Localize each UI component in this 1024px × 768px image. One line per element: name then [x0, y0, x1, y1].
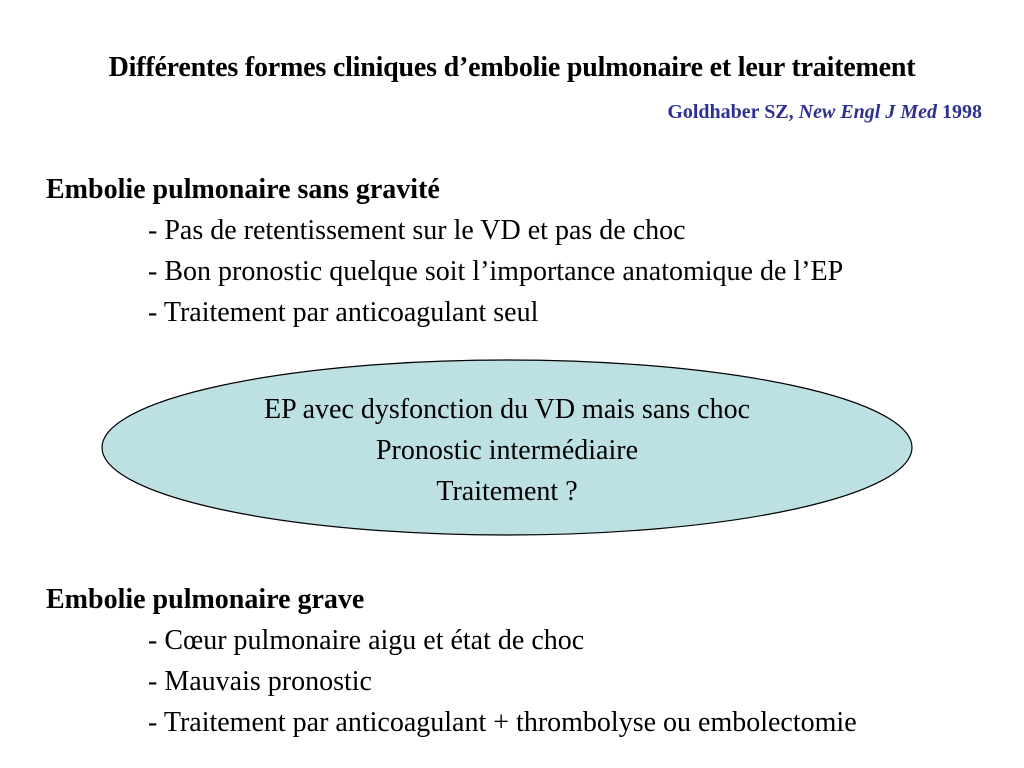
- callout-text: [101, 389, 913, 512]
- bullet-item: - Pas de retentissement sur le VD et pas de choc: [148, 215, 686, 246]
- bullet-item: - Cœur pulmonaire aigu et état de choc: [148, 625, 585, 656]
- citation-journal: New Engl J Med: [798, 101, 937, 123]
- section-heading: Embolie pulmonaire grave: [46, 584, 365, 615]
- callout-line: Pronostic intermédiaire: [375, 435, 639, 466]
- intermediate-pe-callout: [101, 359, 913, 536]
- slide-title: Différentes formes cliniques d’embolie pulmonaire et leur traitement: [108, 52, 916, 83]
- section-severe-pe: [46, 580, 1016, 743]
- citation-authors: Goldhaber SZ,: [667, 101, 794, 123]
- bullet-item: - Mauvais pronostic: [148, 666, 372, 697]
- callout-line: Traitement ?: [436, 476, 578, 507]
- citation-year: 1998: [942, 101, 982, 123]
- bullet-item: - Bon pronostic quelque soit l’importance anatomique de l’EP: [148, 256, 844, 287]
- callout-line: EP avec dysfonction du VD mais sans choc: [263, 394, 751, 425]
- citation: [667, 101, 982, 124]
- section-mild-pe: [46, 170, 1016, 333]
- section-heading: Embolie pulmonaire sans gravité: [46, 174, 440, 205]
- bullet-item: - Traitement par anticoagulant + thrombolyse ou embolectomie: [148, 707, 857, 738]
- bullet-item: - Traitement par anticoagulant seul: [148, 297, 539, 328]
